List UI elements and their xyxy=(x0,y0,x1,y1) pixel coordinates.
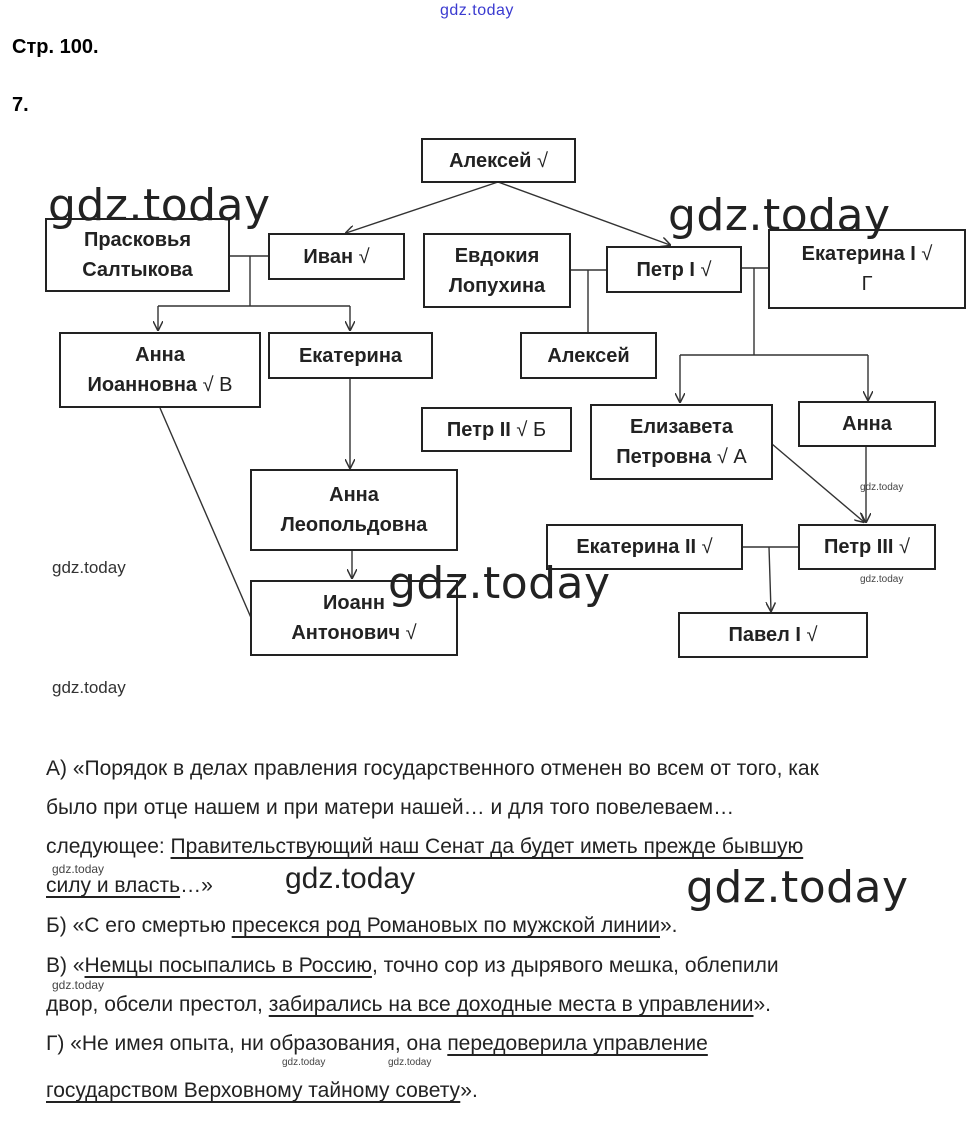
watermark-medium: gdz.today xyxy=(285,862,416,895)
box-ivan: Иван √ xyxy=(268,233,405,280)
quote-g-line-1: Г) «Не имея опыта, ни образования, она передоверила управление xyxy=(46,1032,708,1055)
watermark-medium: gdz.today xyxy=(52,558,126,577)
task-number: 7. xyxy=(12,94,29,116)
box-anna-ioannovna: Анна Иоанновна √ В xyxy=(59,332,261,408)
box-anna-leopoldovna: Анна Леопольдовна xyxy=(250,469,458,551)
box-ekaterina: Екатерина xyxy=(268,332,433,379)
quote-g-line-2: государством Верховному тайному совету». xyxy=(46,1079,478,1102)
quote-a-line-3: следующее: Правительствующий наш Сенат да будет иметь прежде бывшую xyxy=(46,835,804,858)
quote-a-line-1: А) «Порядок в делах правления государственного отменен во всем от того, как xyxy=(46,757,819,780)
box-praskovya-saltykova: Прасковья Салтыкова xyxy=(45,218,230,292)
watermark-small: gdz.today xyxy=(52,862,105,876)
quote-a-line-2: было при отце нашем и при матери нашей… и для того повелеваем… xyxy=(46,796,735,819)
watermark-small: gdz.today xyxy=(860,574,904,585)
box-petr-3: Петр III √ xyxy=(798,524,936,570)
watermark-large: gdz.today xyxy=(668,190,891,241)
quote-v-line-1: В) «Немцы посыпались в Россию, точно сор из дырявого мешка, облепили xyxy=(46,954,779,977)
quote-a-line-4: силу и власть…» xyxy=(46,874,213,897)
box-ekaterina-1: Екатерина I √ Г xyxy=(768,229,966,309)
watermark-large: gdz.today xyxy=(388,558,611,609)
watermark-large: gdz.today xyxy=(48,180,271,231)
quote-b: Б) «С его смертью пресекся род Романовых по мужской линии». xyxy=(46,914,678,937)
box-ioann-antonovich: Иоанн Антонович √ xyxy=(250,580,458,656)
box-pavel-1: Павел I √ xyxy=(678,612,868,658)
box-elizaveta-petrovna: Елизавета Петровна √ А xyxy=(590,404,773,480)
box-ekaterina-2: Екатерина II √ xyxy=(546,524,743,570)
box-petr-1: Петр I √ xyxy=(606,246,742,293)
watermark-small: gdz.today xyxy=(860,482,904,493)
page-label: Стр. 100. xyxy=(12,36,99,58)
watermark-top: gdz.today xyxy=(440,2,514,19)
box-petr-2: Петр II √ Б xyxy=(421,407,572,452)
box-alexei-son: Алексей xyxy=(520,332,657,379)
quote-v-line-2: двор, обсели престол, забирались на все доходные места в управлении». xyxy=(46,993,772,1016)
watermark-small: gdz.today xyxy=(282,1057,326,1068)
watermark-medium: gdz.today xyxy=(52,678,126,697)
watermark-small: gdz.today xyxy=(52,978,105,992)
box-evdokia-lopukhina: Евдокия Лопухина xyxy=(423,233,571,308)
box-alexei-top: Алексей √ xyxy=(421,138,576,183)
box-anna: Анна xyxy=(798,401,936,447)
watermark-large: gdz.today xyxy=(686,862,909,913)
watermark-small: gdz.today xyxy=(388,1057,432,1068)
